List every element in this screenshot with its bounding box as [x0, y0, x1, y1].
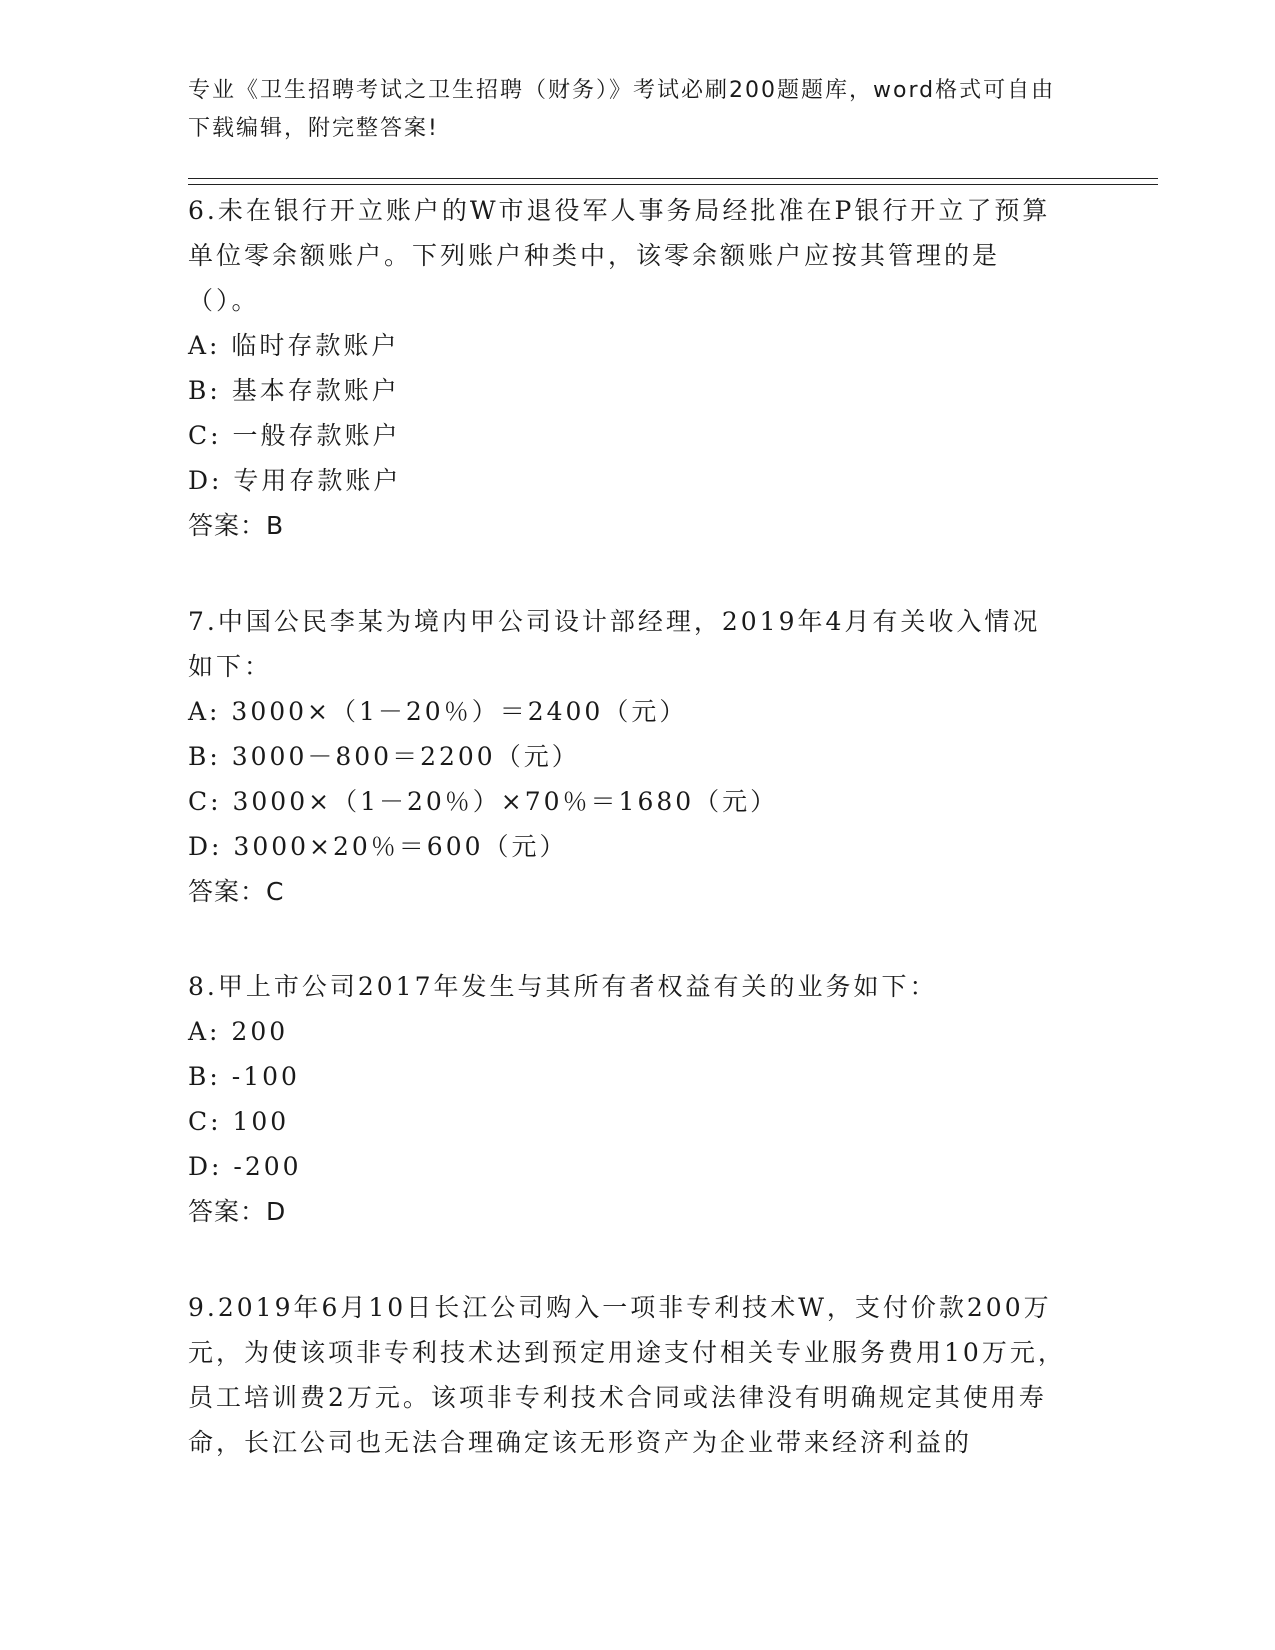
- question-7: [188, 599, 1068, 914]
- option-c: C: 一般存款账户: [188, 421, 401, 450]
- option-c: C: 3000×（1－20％）×70％＝1680（元）: [188, 787, 779, 816]
- question-9: [188, 1285, 1068, 1465]
- option-b: B: 3000－800＝2200（元）: [188, 742, 580, 771]
- option-a: A: 临时存款账户: [188, 331, 400, 360]
- question-stem: 6.未在银行开立账户的W市退役军人事务局经批准在P银行开立了预算单位零余额账户。下列账户种类中，该零余额账户应按其管理的是（）。: [188, 196, 1051, 315]
- question-8: [188, 964, 1068, 1234]
- option-d: D: 专用存款账户: [188, 466, 402, 495]
- answer: 答案：B: [188, 511, 285, 540]
- option-a: A: 3000×（1－20％）＝2400（元）: [188, 697, 688, 726]
- option-b: B: -100: [188, 1062, 300, 1091]
- option-b: B: 基本存款账户: [188, 376, 400, 405]
- option-a: A: 200: [188, 1017, 289, 1046]
- document-header: 专业《卫生招聘考试之卫生招聘（财务）》考试必刷200题题库，word格式可自由下载编辑，附完整答案!: [188, 78, 1056, 141]
- question-stem: 9.2019年6月10日长江公司购入一项非专利技术W，支付价款200万元，为使该项非专利技术达到预定用途支付相关专业服务费用10万元，员工培训费2万元。该项非专利技术合同或法律没有明确规定其使用寿命，长江公司也无法合理确定该无形资产为企业带来经济利益的: [188, 1293, 1066, 1457]
- question-stem: 8.甲上市公司2017年发生与其所有者权益有关的业务如下：: [188, 972, 938, 1001]
- option-d: D: -200: [188, 1152, 302, 1181]
- header-divider-bottom: [188, 184, 1158, 185]
- option-c: C: 100: [188, 1107, 290, 1136]
- answer: 答案：D: [188, 1197, 287, 1226]
- question-stem: 7.中国公民李某为境内甲公司设计部经理，2019年4月有关收入情况如下：: [188, 607, 1041, 681]
- question-6: [188, 188, 1068, 548]
- answer: 答案：C: [188, 877, 285, 906]
- header-divider-top: [188, 178, 1158, 179]
- option-d: D: 3000×20％＝600（元）: [188, 832, 568, 861]
